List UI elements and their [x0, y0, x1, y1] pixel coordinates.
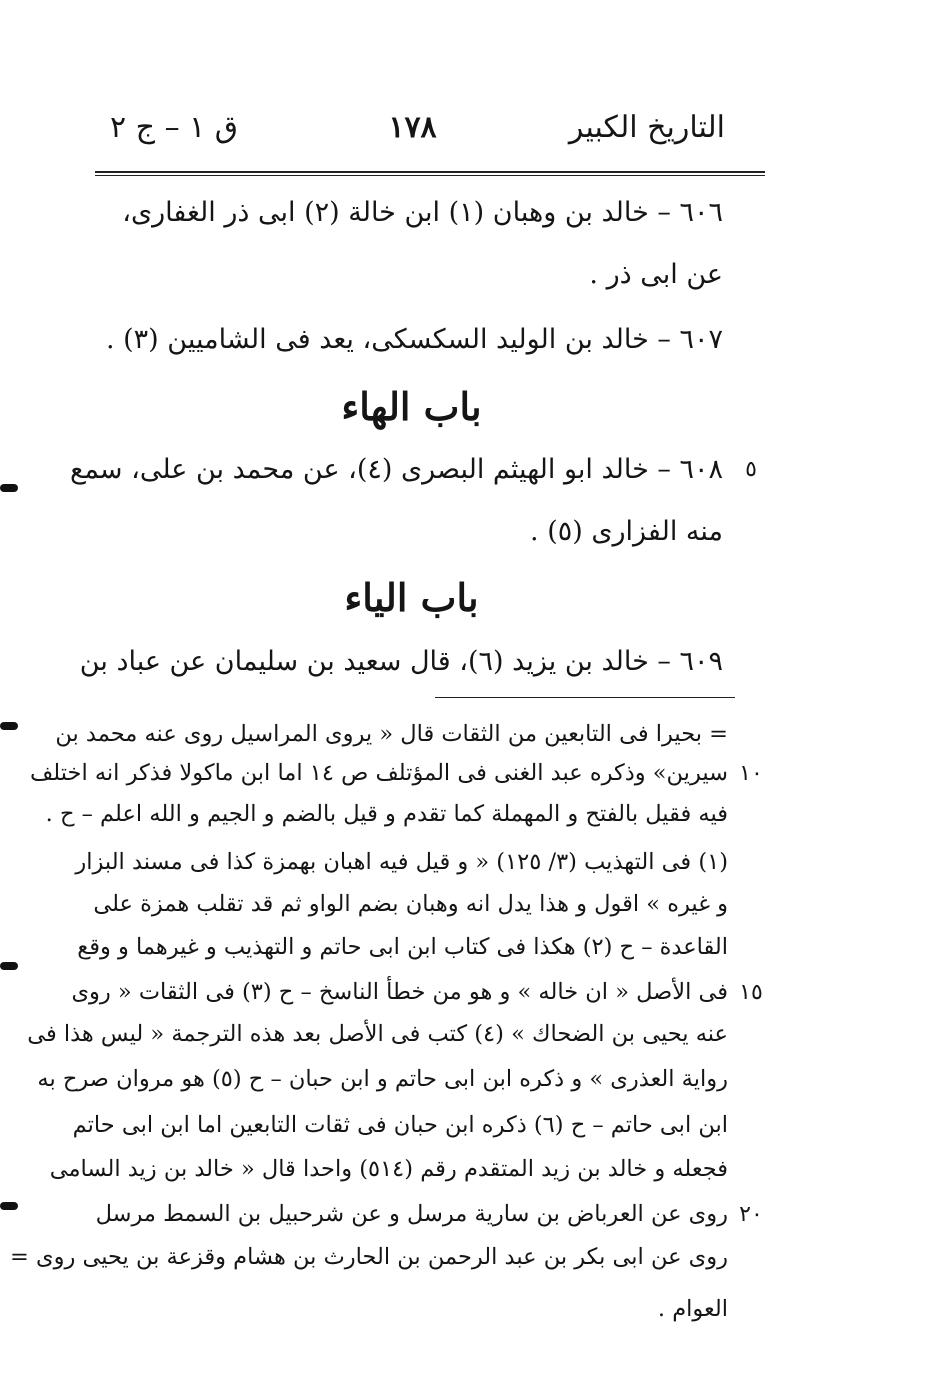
volume-indicator: ق ١ – ج ٢ — [110, 110, 239, 145]
footnote-line: روى عن ابى بكر بن عبد الرحمن بن الحارث بن هشام وقزعة بن يحيى روى = — [9, 1244, 728, 1270]
entry-607: ٦٠٧ – خالد بن الوليد السكسكى، يعد فى الشاميين (٣) . — [105, 324, 723, 355]
entry-609-line-1: ٦٠٩ – خالد بن يزيد (٦)، قال سعيد بن سليمان عن عباد بن — [79, 646, 723, 677]
running-header — [100, 110, 725, 158]
footnote-line: عنه يحيى بن الضحاك » (٤) كتب فى الأصل بعد هذه الترجمة « ليس هذا فى — [27, 1021, 728, 1047]
header-rule — [95, 171, 765, 173]
header-rule-thin — [95, 175, 765, 176]
entry-606-line-1: ٦٠٦ – خالد بن وهبان (١) ابن خالة (٢) ابى ذر الغفارى، — [122, 197, 723, 228]
section-heading-ha: باب الهاء — [341, 384, 482, 429]
footnote-line: فجعله و خالد بن زيد المتقدم رقم (٥١٤) واحدا قال « خالد بن زيد السامى — [49, 1156, 728, 1182]
line-number: ١٥ — [739, 980, 763, 1005]
page-number: ١٧٨ — [388, 110, 437, 145]
footnote-line: القاعدة – ح (٢) هكذا فى كتاب ابن ابى حاتم و التهذيب و غيرهما و وقع — [77, 934, 728, 960]
footnote-separator — [435, 697, 735, 698]
footnote-line: رواية العذرى » و ذكره ابن ابى حاتم و ابن حبان – ح (٥) هو مروان صرح به — [37, 1066, 728, 1092]
line-number: ٢٠ — [739, 1202, 763, 1227]
footnote-line: ابن ابى حاتم – ح (٦) ذكره ابن حبان فى ثقات التابعين اما ابن ابى حاتم — [72, 1112, 728, 1138]
footnote-line: العوام . — [657, 1296, 728, 1322]
entry-606-line-2: عن ابى ذر . — [589, 259, 723, 290]
footnote-line: روى عن العرباض بن سارية مرسل و عن شرحبيل بن السمط مرسل — [95, 1201, 728, 1227]
scan-mark — [0, 1202, 18, 1210]
footnote-line: = بحيرا فى التابعين من الثقات قال « يروى المراسيل روى عنه محمد بن — [55, 721, 728, 747]
footnote-line: فيه فقيل بالفتح و المهملة كما تقدم و قيل بالضم و الجيم و الله اعلم – ح . — [45, 801, 728, 827]
footnote-line: سيرين» وذكره عبد الغنى فى المؤتلف ص ١٤ اما ابن ماكولا فذكر انه اختلف — [30, 760, 728, 786]
footnote-line: و غيره » اقول و هذا يدل انه وهبان بضم الواو ثم قد تقلب همزة على — [93, 891, 728, 917]
line-number: ٥ — [745, 457, 757, 482]
footnote-line: فى الأصل « ان خاله » و هو من خطأ الناسخ – ح (٣) فى الثقات « روى — [71, 979, 728, 1005]
line-number: ١٠ — [739, 761, 763, 786]
scan-mark — [0, 484, 18, 492]
section-heading-ya: باب الياء — [344, 575, 479, 620]
scan-mark — [0, 722, 18, 730]
scan-mark — [0, 962, 18, 970]
entry-608-line-1: ٦٠٨ – خالد ابو الهيثم البصرى (٤)، عن محمد بن على، سمع — [69, 454, 723, 485]
running-title: التاريخ الكبير — [568, 110, 725, 145]
entry-608-line-2: منه الفزارى (٥) . — [530, 516, 723, 547]
footnote-line: (١) فى التهذيب (٣/ ١٢٥) « و قيل فيه اهبان بهمزة كذا فى مسند البزار — [75, 849, 728, 875]
